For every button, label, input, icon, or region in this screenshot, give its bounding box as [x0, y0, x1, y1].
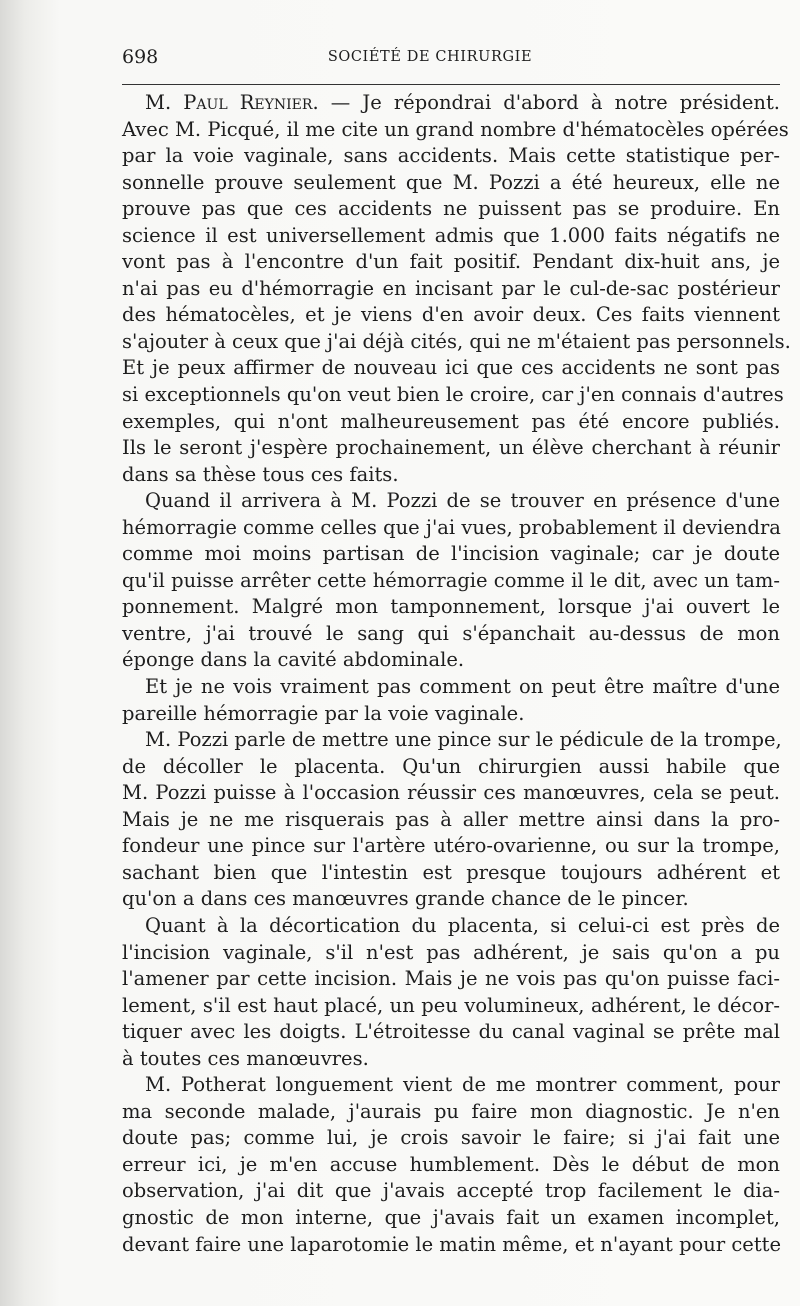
paragraph: [122, 1072, 780, 1258]
text-line: sachant bien que l'intestin est presque toujours adhérent et: [122, 860, 780, 884]
text-line: sonnelle prouve seulement que M. Pozzi a été heureux, elle ne: [122, 170, 780, 194]
paragraph: [122, 90, 791, 488]
text-line: fondeur une pince sur l'artère utéro-ovarienne, ou sur la trompe,: [122, 834, 780, 858]
text-line: qu'il puisse arrêter cette hémorragie comme il le dit, avec un tam-: [122, 568, 780, 592]
text-line: de décoller le placenta. Qu'un chirurgien aussi habile que: [122, 754, 780, 778]
text-line: M. Potherat longuement vient de me montrer comment, pour: [145, 1073, 780, 1097]
text-line: M. Pozzi parle de mettre une pince sur le pédicule de la trompe,: [145, 728, 782, 752]
text-line: par la voie vaginale, sans accidents. Mais cette statistique per-: [122, 144, 780, 168]
paragraph: [122, 727, 780, 913]
text-line: n'ai pas eu d'hémorragie en incisant par le cul-de-sac postérieur: [122, 276, 780, 300]
text-line: observation, j'ai dit que j'avais accepté trop facilement le dia-: [122, 1179, 780, 1203]
paragraph: [122, 674, 780, 727]
text-line: ponnement. Malgré mon tamponnement, lorsque j'ai ouvert le: [122, 595, 780, 619]
text-line: lement, s'il est haut placé, un peu volumineux, adhérent, le décor-: [122, 993, 780, 1017]
speaker-name: Paul Reynier: [183, 91, 313, 114]
text-line: Mais je ne me risquerais pas à aller mettre ainsi dans la pro-: [122, 807, 780, 831]
text-line: si exceptionnels qu'on veut bien le croire, car j'en connais d'autres: [122, 383, 784, 407]
text-line: devant faire une laparotomie le matin même, et n'ayant pour cette: [122, 1232, 782, 1256]
text-line: doute pas; comme lui, je crois savoir le faire; si j'ai fait une: [122, 1126, 780, 1150]
text-line: vont pas à l'encontre d'un fait positif. Pendant dix-huit ans, je: [122, 250, 780, 274]
text-line: des hématocèles, et je viens d'en avoir deux. Ces faits viennent: [122, 303, 780, 327]
text-line: ventre, j'ai trouvé le sang qui s'épanchait au-dessus de mon: [122, 621, 780, 645]
text-line: [122, 90, 780, 117]
text-line: qu'on a dans ces manœuvres grande chance de le pincer.: [122, 887, 689, 911]
text-line: Quand il arrivera à M. Pozzi de se trouver en présence d'une: [145, 489, 780, 513]
speaker-prefix: M.: [145, 91, 184, 114]
text-line: science il est universellement admis que 1.000 faits négatifs ne: [122, 223, 780, 247]
text-line: comme moi moins partisan de l'incision vaginale; car je doute: [122, 542, 780, 566]
text-line: Ils le seront j'espère prochainement, un élève cherchant à réunir: [122, 436, 780, 460]
line-text: . — Je répondrai d'abord à notre président.: [312, 91, 780, 114]
text-line: dans sa thèse tous ces faits.: [122, 462, 399, 486]
text-line: erreur ici, je m'en accuse humblement. Dès le début de mon: [122, 1152, 780, 1176]
paragraph: [122, 913, 780, 1072]
text-line: prouve pas que ces accidents ne puissent pas se produire. En: [122, 197, 780, 221]
text-line: Quant à la décortication du placenta, si celui-ci est près de: [145, 913, 780, 937]
text-line: gnostic de mon interne, que j'avais fait un examen incomplet,: [122, 1205, 780, 1229]
running-title: SOCIÉTÉ DE CHIRURGIE: [327, 49, 533, 65]
text-line: pareille hémorragie par la voie vaginale.: [122, 701, 525, 725]
text-line: tiquer avec les doigts. L'étroitesse du canal vaginal se prête mal: [122, 1020, 780, 1044]
text-line: Et je ne vois vraiment pas comment on peut être maître d'une: [145, 675, 780, 699]
header-rule: [122, 84, 780, 85]
text-line: Avec M. Picqué, il me cite un grand nombre d'hématocèles opérées: [122, 117, 789, 141]
text-line: l'amener par cette incision. Mais je ne vois pas qu'on puisse faci-: [122, 967, 780, 991]
text-line: exemples, qui n'ont malheureusement pas été encore publiés.: [122, 409, 780, 433]
body-text: [122, 90, 791, 1258]
text-line: l'incision vaginale, s'il n'est pas adhérent, je sais qu'on a pu: [122, 940, 780, 964]
paragraph: [122, 488, 780, 674]
text-line: à toutes ces manœuvres.: [122, 1046, 369, 1070]
text-line: ma seconde malade, j'aurais pu faire mon diagnostic. Je n'en: [122, 1099, 780, 1123]
text-line: M. Pozzi puisse à l'occasion réussir ces manœuvres, cela se peut.: [122, 781, 780, 805]
text-line: éponge dans la cavité abdominale.: [122, 648, 465, 672]
page-number: 698: [122, 46, 159, 68]
text-line: Et je peux affirmer de nouveau ici que ces accidents ne sont pas: [122, 356, 780, 380]
text-line: s'ajouter à ceux que j'ai déjà cités, qui ne m'étaient pas personnels.: [122, 329, 791, 353]
text-line: hémorragie comme celles que j'ai vues, probablement il deviendra: [122, 515, 781, 539]
